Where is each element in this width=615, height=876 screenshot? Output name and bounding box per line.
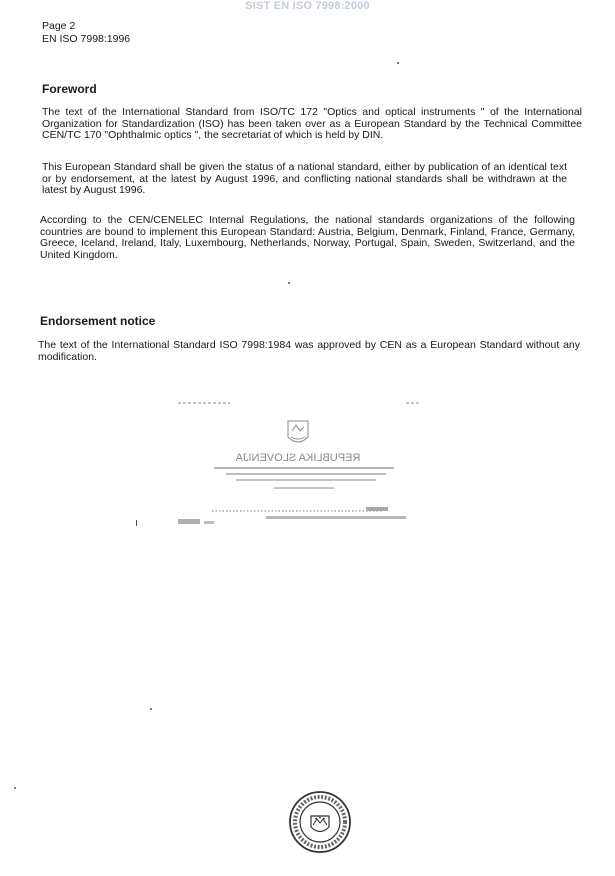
- foreword-paragraph-2: This European Standard shall be given the status of a national standard, either by publication of an identical text or by endorsement, at the latest by August 1996, and conflicting national standards shall be withdrawn at the latest by August 1996.: [42, 161, 567, 196]
- seal-graphic: [288, 790, 352, 854]
- page-number: Page 2: [42, 20, 76, 32]
- scan-speck: [150, 708, 152, 710]
- stamp-title: REPUBLIKA SLOVENIJA: [235, 452, 361, 464]
- scan-speck: [14, 787, 16, 789]
- endorsement-text: The text of the International Standard ISO 7998:1984 was approved by CEN as a European Standard without any modification.: [38, 339, 580, 363]
- endorsement-heading: Endorsement notice: [40, 314, 156, 328]
- official-stamp: [170, 395, 430, 530]
- stamp-graphic: [170, 395, 430, 530]
- seal-stamp: [288, 790, 352, 854]
- foreword-heading: Foreword: [42, 82, 97, 96]
- watermark: SIST EN ISO 7998:2000: [245, 0, 370, 12]
- scan-speck: [288, 282, 290, 284]
- scan-speck: [136, 520, 137, 526]
- foreword-paragraph-1: The text of the International Standard from ISO/TC 172 "Optics and optical instruments " of the International Organization for Standardization (ISO) has been taken over as a European Standard by the Technical Committee CEN/TC 170 "Ophthalmic optics ", the secretariat of which is held by DIN.: [42, 106, 582, 141]
- page-header: [42, 20, 130, 46]
- scan-speck: [397, 62, 399, 64]
- foreword-paragraph-3: According to the CEN/CENELEC Internal Regulations, the national standards organizations of the following countries are bound to implement this European Standard: Austria, Belgium, Denmark, Finland, France, Germany, Greece, Iceland, Ireland, Italy, Luxembourg, Netherlands, Norway, Portugal, Spain, Sweden, Switzerland, and the United Kingdom.: [40, 214, 575, 261]
- standard-reference: EN ISO 7998:1996: [42, 33, 131, 45]
